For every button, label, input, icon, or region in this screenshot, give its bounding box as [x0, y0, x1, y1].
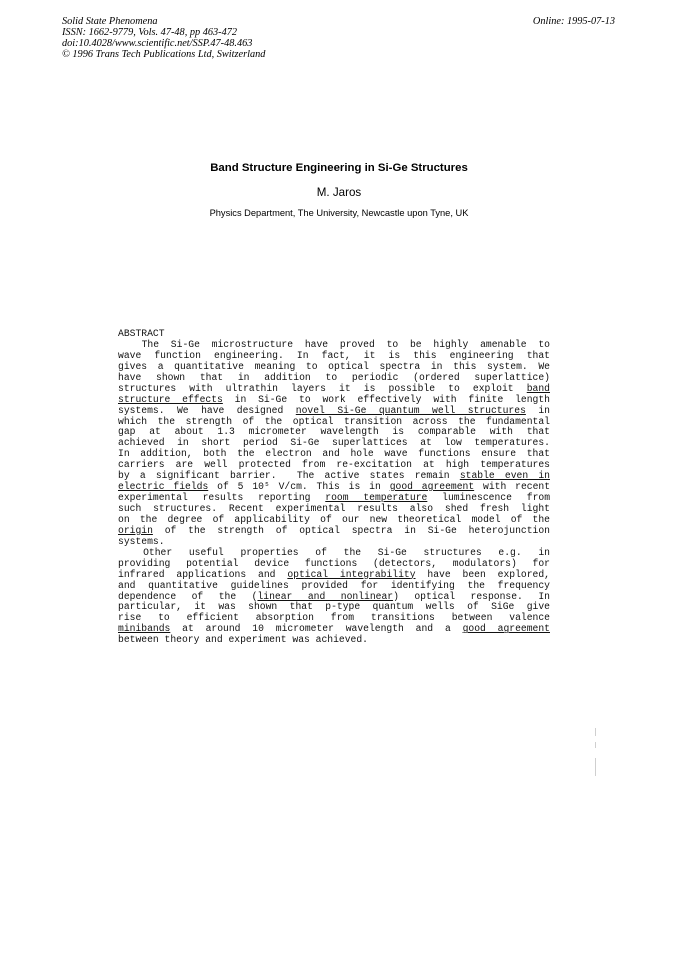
abstract-line: by a significant barrier. The active states remain stable even in [118, 470, 550, 482]
abstract-line: systems. [118, 535, 165, 547]
abstract-line: In addition, both the electron and hole wave functions ensure that [118, 448, 550, 460]
abstract-line: on the degree of applicability of our new theoretical model of the [118, 513, 550, 525]
abstract-line: providing potential device functions (detectors, modulators) for [118, 557, 550, 569]
doi-line[interactable]: doi:10.4028/www.scientific.net/SSP.47-48.463 [62, 38, 253, 49]
underlined-phrase: room temperature [325, 492, 428, 504]
underlined-phrase: stable even in [459, 470, 550, 482]
scan-mark [595, 728, 596, 736]
abstract-line: infrared applications and optical integrability have been explored, [118, 568, 550, 580]
abstract [118, 329, 550, 646]
underlined-phrase: optical integrability [287, 568, 416, 580]
underlined-phrase: good agreement [389, 481, 475, 493]
author-affiliation: Physics Department, The University, Newcastle upon Tyne, UK [209, 208, 469, 218]
abstract-line: electric fields of 5 10⁵ V/cm. This is in good agreement with recent [118, 481, 551, 493]
publication-header [62, 16, 265, 60]
abstract-line: experimental results reporting room temperature luminescence from [118, 492, 551, 504]
scan-mark [595, 758, 596, 776]
scan-artifact-marks [595, 728, 597, 778]
scan-mark [595, 742, 596, 748]
abstract-line: rise to efficient absorption from transitions between valence [118, 612, 550, 624]
abstract-line: gap at about 1.3 micrometer wavelength is comparable with that [118, 426, 550, 438]
underlined-phrase: origin [118, 524, 153, 536]
author-name: M. Jaros [316, 186, 362, 199]
online-date: Online: 1995-07-13 [532, 16, 615, 27]
abstract-line: between theory and experiment was achieved. [118, 634, 368, 646]
issn-line: ISSN: 1662-9779, Vols. 47-48, pp 463-472 [62, 27, 238, 38]
abstract-line: The Si-Ge microstructure have proved to be highly amenable to [118, 338, 550, 350]
abstract-line: and quantitative guidelines provided for identifying the frequency [118, 579, 550, 591]
underlined-phrase: minibands [118, 623, 171, 635]
abstract-line: systems. We have designed novel Si-Ge quantum well structures in [118, 404, 550, 416]
abstract-line: Other useful properties of the Si-Ge structures e.g. in [118, 546, 550, 558]
abstract-line: wave function engineering. In fact, it is this engineering that [118, 349, 550, 361]
abstract-line: carriers are well protected from re-excitation at high temperatures [118, 459, 550, 471]
underlined-phrase: novel Si-Ge quantum well structures [295, 404, 526, 416]
underlined-phrase: structure effects [118, 393, 223, 405]
abstract-heading: ABSTRACT [118, 328, 165, 339]
abstract-line: gives a quantitative meaning to optical spectra in this system. We [118, 360, 550, 372]
underlined-phrase: good agreement [462, 623, 550, 635]
underlined-phrase: band [526, 382, 550, 394]
abstract-body [118, 340, 550, 646]
abstract-line: minibands at around 10 micrometer wavelength and a good agreement [118, 623, 550, 635]
paper-title: Band Structure Engineering in Si-Ge Structures [210, 162, 468, 174]
abstract-line: origin of the strength of optical spectra in Si-Ge heterojunction [118, 524, 550, 536]
abstract-line: dependence of the (linear and nonlinear) optical response. In [118, 590, 550, 602]
abstract-line: have shown that in addition to periodic (ordered superlattice) [118, 371, 550, 383]
abstract-line: particular, it was shown that p-type quantum wells of SiGe give [118, 601, 550, 613]
abstract-line: such structures. Recent experimental results also shed fresh light [118, 503, 550, 514]
underlined-phrase: linear and nonlinear [257, 590, 394, 602]
abstract-line: which the strength of the optical transition across the fundamental [118, 415, 550, 427]
abstract-line: achieved in short period Si-Ge superlattices at low temperatures. [118, 437, 550, 449]
abstract-line: structure effects in Si-Ge to work effectively with finite length [118, 393, 550, 405]
journal-name: Solid State Phenomena [62, 16, 158, 27]
copyright-line: © 1996 Trans Tech Publications Ltd, Switzerland [62, 49, 266, 60]
abstract-line: structures with ultrathin layers it is possible to exploit band [118, 382, 550, 394]
underlined-phrase: electric fields [118, 481, 209, 493]
